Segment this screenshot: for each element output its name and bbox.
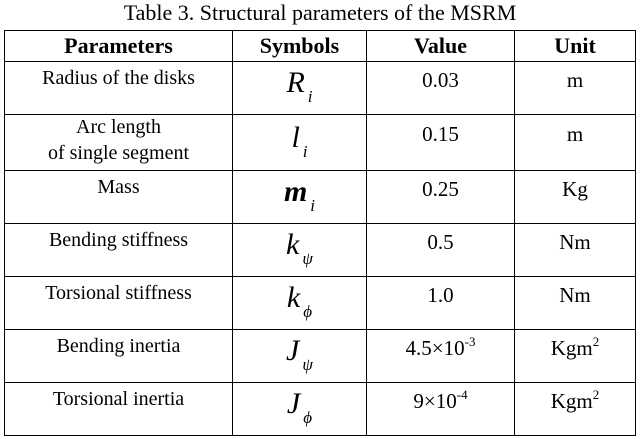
unit-base: Kgm (550, 335, 593, 360)
unit-cell (515, 277, 636, 330)
symbol (286, 228, 313, 268)
parameter-name (5, 115, 232, 166)
symbol (291, 120, 308, 161)
symbol-subscript: ϕ (303, 302, 313, 321)
symbol-cell (233, 224, 367, 277)
value-mantissa: 4.5×10 (405, 335, 465, 360)
symbol-letter: k (286, 228, 300, 261)
unit-exponent: 2 (592, 333, 600, 349)
header-row (5, 31, 636, 62)
symbol-subscript: i (310, 196, 316, 215)
unit-text (559, 230, 591, 254)
value-cell (367, 330, 515, 383)
parameters-table (4, 30, 636, 436)
value-text (427, 283, 453, 307)
symbol-cell (233, 115, 367, 171)
symbol (286, 334, 313, 374)
parameter-name-text: Mass (97, 176, 140, 198)
value-text (422, 68, 459, 92)
table-row (5, 383, 636, 436)
symbol-letter: J (286, 387, 301, 420)
parameter-name (5, 333, 232, 359)
symbol-cell (233, 277, 367, 330)
unit-text (567, 68, 583, 92)
parameter-name-cell (5, 277, 233, 330)
unit-text (550, 386, 600, 413)
parameter-name (5, 386, 232, 412)
symbol-letter: J (286, 334, 300, 367)
value-text (422, 177, 459, 201)
unit-exponent: 2 (592, 386, 600, 402)
table-row (5, 224, 636, 277)
value-mantissa: 0.5 (427, 229, 454, 254)
header-parameters: Parameters (5, 31, 233, 62)
unit-cell (515, 224, 636, 277)
value-cell (367, 171, 515, 224)
symbol-letter: R (286, 66, 305, 99)
symbol-subscript: ϕ (303, 408, 313, 427)
value-mantissa: 0.15 (422, 122, 459, 146)
symbol (286, 387, 313, 427)
value-text (427, 230, 453, 254)
value-exponent: -4 (456, 386, 468, 402)
value-cell (367, 115, 515, 171)
parameter-name-text: Arc length (76, 115, 161, 138)
unit-base: Kgm (550, 388, 593, 413)
unit-base: Kg (562, 176, 588, 201)
symbol-letter: m (283, 175, 308, 208)
table-row (5, 330, 636, 383)
value-text (413, 386, 468, 413)
value-cell (367, 62, 515, 115)
symbol (286, 281, 313, 321)
symbol (286, 66, 313, 106)
unit-cell (515, 383, 636, 436)
unit-text (567, 122, 583, 146)
symbol-subscript: i (307, 87, 313, 106)
table-row (5, 115, 636, 171)
symbol-subscript: ψ (302, 249, 313, 268)
symbol-letter: k (286, 281, 301, 314)
header-unit: Unit (515, 31, 636, 62)
symbol-cell (233, 171, 367, 224)
parameter-name-cell (5, 62, 233, 115)
value-mantissa: 1.0 (427, 282, 454, 307)
parameter-name (5, 65, 232, 91)
value-cell (367, 383, 515, 436)
parameter-name-cell (5, 330, 233, 383)
header-symbols: Symbols (233, 31, 367, 62)
parameter-name-text: Torsional stiffness (45, 282, 192, 304)
symbol-subscript: ψ (302, 355, 313, 374)
unit-cell (515, 115, 636, 171)
unit-cell (515, 330, 636, 383)
parameter-name-text: Bending inertia (56, 335, 181, 357)
unit-base: Nm (559, 229, 591, 254)
table-row (5, 171, 636, 224)
parameter-name (5, 280, 232, 306)
parameter-name (5, 227, 232, 253)
unit-cell (515, 62, 636, 115)
table-caption: Table 3. Structural parameters of the MSRM (123, 0, 517, 25)
value-mantissa: 9×10 (413, 388, 457, 413)
unit-text (559, 283, 591, 307)
header-value: Value (367, 31, 515, 62)
symbol-subscript: i (302, 141, 308, 161)
symbol (283, 175, 316, 215)
symbol-letter: l (291, 120, 300, 154)
unit-text (550, 333, 600, 360)
unit-base: m (566, 67, 584, 92)
table-row (5, 62, 636, 115)
parameter-name-text: Bending stiffness (48, 229, 189, 251)
value-mantissa: 0.03 (422, 67, 459, 92)
value-text (422, 122, 459, 146)
unit-text (562, 177, 588, 201)
parameter-name (5, 174, 232, 200)
parameter-name-text: Radius of the disks (42, 67, 195, 89)
parameter-name-cell (5, 224, 233, 277)
symbol-cell (233, 383, 367, 436)
table-row (5, 277, 636, 330)
unit-base: Nm (559, 282, 591, 307)
value-cell (367, 277, 515, 330)
value-mantissa: 0.25 (422, 176, 459, 201)
symbol-cell (233, 62, 367, 115)
parameter-name-cell (5, 171, 233, 224)
parameter-name-cell (5, 383, 233, 436)
unit-base: m (566, 122, 584, 146)
unit-cell (515, 171, 636, 224)
value-text (405, 333, 476, 360)
parameter-name-cell (5, 115, 233, 171)
symbol-cell (233, 330, 367, 383)
value-cell (367, 224, 515, 277)
value-exponent: -3 (464, 333, 476, 349)
parameter-name-text-line2: of single segment (47, 141, 190, 164)
parameter-name-text: Torsional inertia (52, 388, 185, 410)
